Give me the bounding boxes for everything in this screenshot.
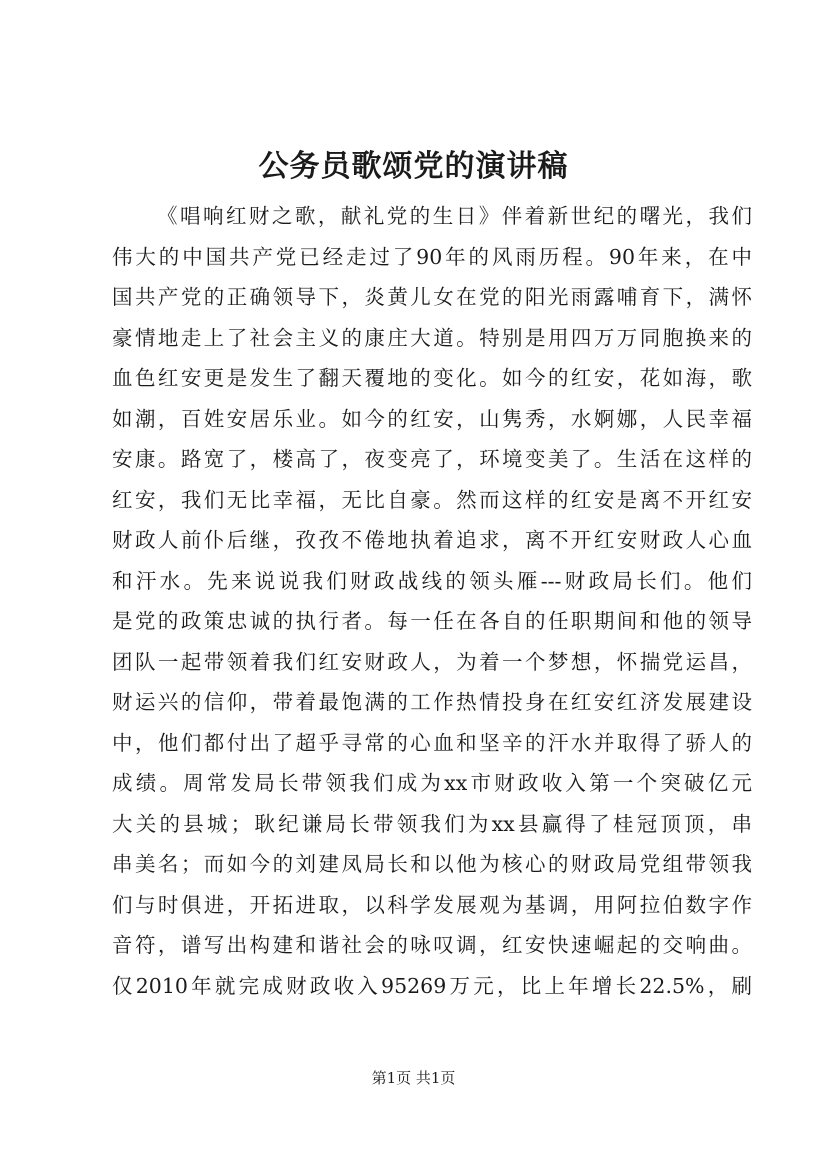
body-line: 财政人前仆后继，孜孜不倦地执着追求，离不开红安财政人心血: [112, 528, 752, 552]
body-line: 团队一起带领着我们红安财政人，为着一个梦想，怀揣党运昌，: [112, 649, 752, 674]
body-line: 音符，谱写出构建和谐社会的咏叹调，红安快速崛起的交响曲。: [112, 933, 752, 957]
body-line: 中，他们都付出了超乎寻常的心血和坚辛的汗水并取得了骄人的: [112, 730, 752, 755]
body-line: 大关的县城；耿纪谦局长带领我们为xx县赢得了桂冠顶顶，串: [112, 811, 752, 836]
body-line: 国共产党的正确领导下，炎黄儿女在党的阳光雨露哺育下，满怀: [112, 285, 752, 309]
body-line: 伟大的中国共产党已经走过了90年的风雨历程。90年来，在中: [112, 244, 752, 269]
body-line: 红安，我们无比幸福，无比自豪。然而这样的红安是离不开红安: [112, 487, 752, 512]
body-line: 是党的政策忠诚的执行者。每一任在各自的任职期间和他的领导: [112, 609, 752, 633]
body-line: 仅2010年就完成财政收入95269万元，比上年增长22.5%，刷: [112, 973, 752, 998]
body-line: 串美名；而如今的刘建凤局长和以他为核心的财政局党组带领我: [112, 852, 752, 876]
body-line: 如潮，百姓安居乐业。如今的红安，山隽秀，水婀娜，人民幸福: [112, 406, 752, 431]
document-title: 公务员歌颂党的演讲稿: [258, 149, 569, 184]
body-line: 和汗水。先来说说我们财政战线的领头雁---财政局长们。他们: [112, 568, 752, 593]
body-line: 豪情地走上了社会主义的康庄大道。特别是用四万万同胞换来的: [112, 325, 752, 350]
page-footer: 第1页 共1页: [371, 1069, 456, 1087]
body-line: 财运兴的信仰，带着最饱满的工作热情投身在红安红济发展建设: [112, 690, 752, 714]
body-line: 《唱响红财之歌，献礼党的生日》伴着新世纪的曙光，我们: [157, 204, 752, 228]
body-line: 们与时俱进，开拓进取，以科学发展观为基调，用阿拉伯数字作: [112, 892, 752, 917]
document-body: [112, 196, 752, 1006]
body-line: 成绩。周常发局长带领我们成为xx市财政收入第一个突破亿元: [112, 771, 752, 795]
body-line: 血色红安更是发生了翻天覆地的变化。如今的红安，花如海，歌: [112, 366, 752, 390]
body-line: 安康。路宽了，楼高了，夜变亮了，环境变美了。生活在这样的: [112, 447, 752, 471]
